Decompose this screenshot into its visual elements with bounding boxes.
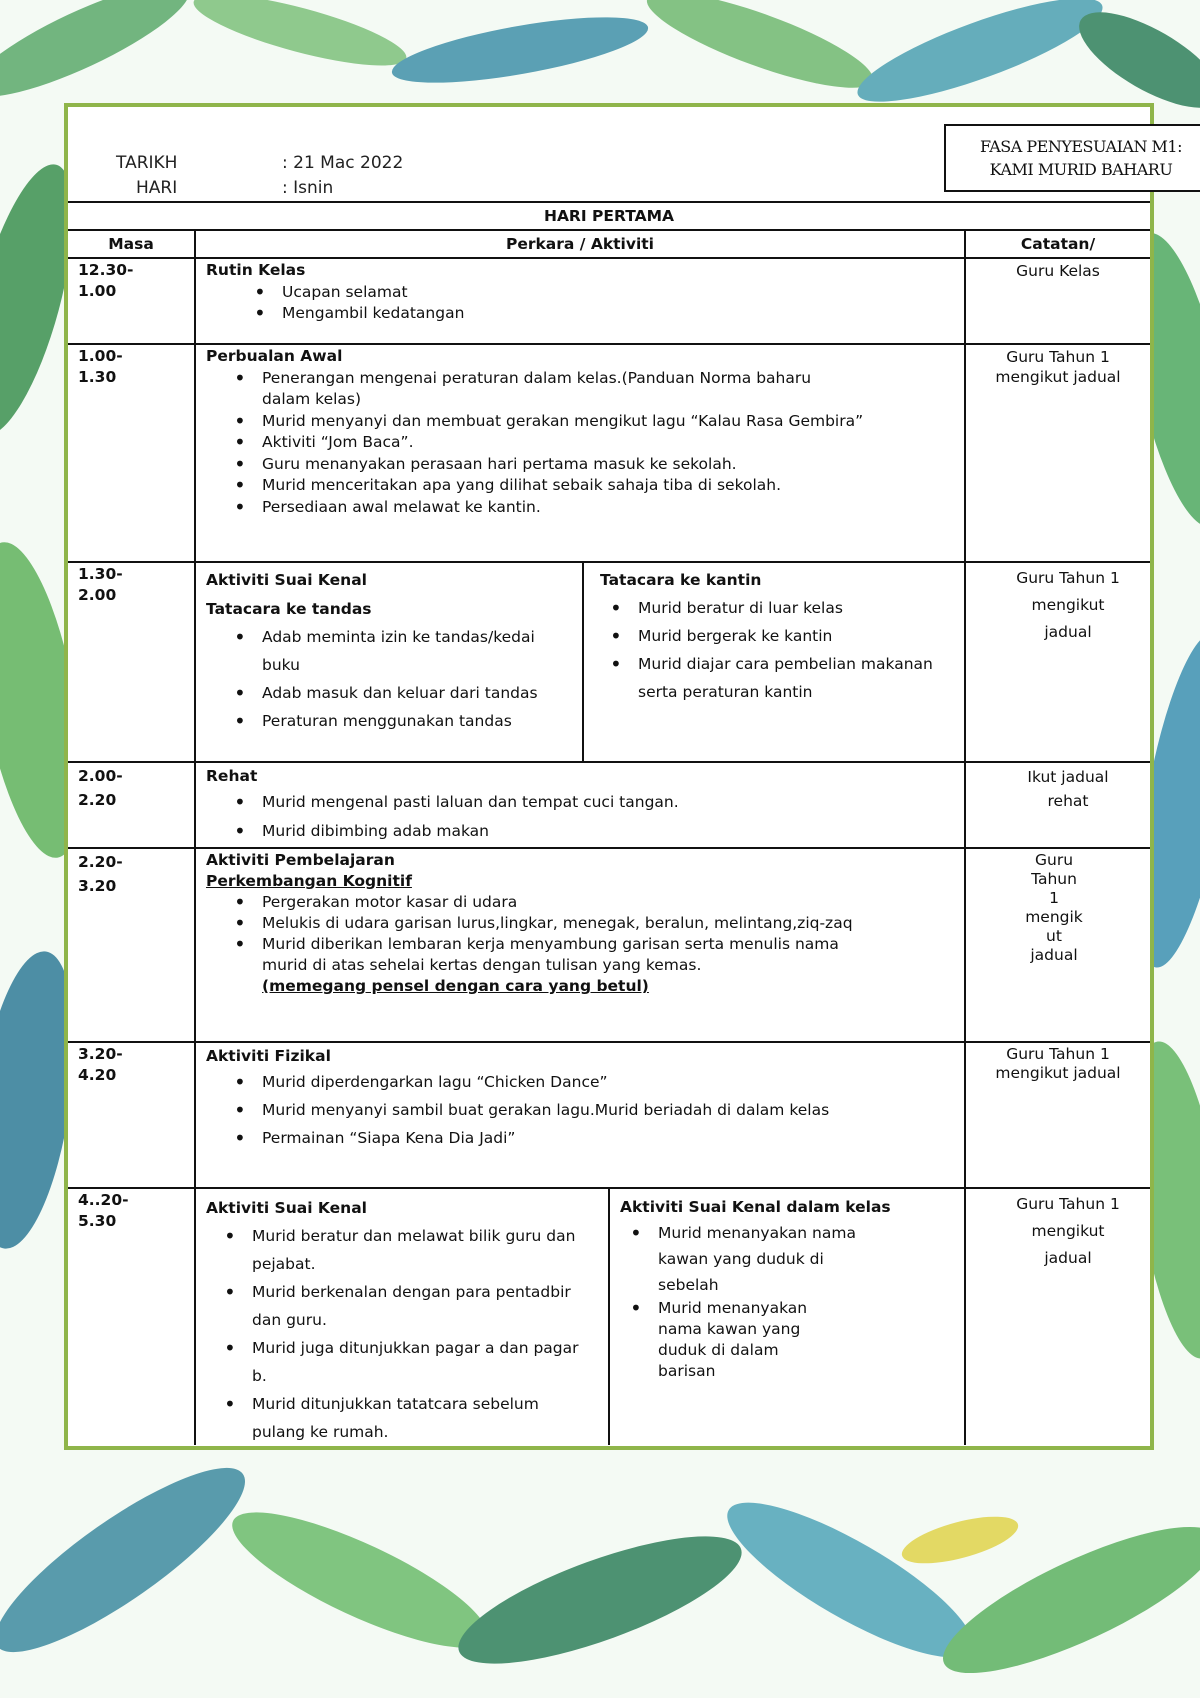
list-item: • Persediaan awal melawat ke kantin.	[206, 497, 864, 519]
classroom-intro-block	[610, 1189, 964, 1445]
list-item: • Murid diperdengarkan lagu “Chicken Dance”	[206, 1068, 964, 1096]
time-end: 5.30	[78, 1212, 117, 1230]
table-row	[68, 1189, 1150, 1445]
note-text: mengikut	[1031, 1222, 1105, 1240]
subsection-title: Tatacara ke tandas	[206, 600, 372, 618]
table-row	[68, 345, 1150, 563]
time-end: 3.20	[78, 877, 117, 895]
school-tour-block	[196, 1189, 610, 1445]
list-item: • Permainan “Siapa Kena Dia Jadi”	[206, 1124, 964, 1152]
time-start: 1.30-	[78, 565, 123, 583]
list-item: • Murid menceritakan apa yang dilihat sebaik sahaja tiba di sekolah.	[206, 475, 864, 497]
section-title: Aktiviti Suai Kenal	[206, 1199, 367, 1217]
schedule-page	[64, 103, 1182, 1450]
canteen-procedure-block	[584, 563, 964, 761]
note-text: Guru Tahun 1	[1016, 1195, 1120, 1213]
tarikh-label: TARIKH	[116, 153, 178, 173]
time-end: 1.00	[78, 282, 117, 300]
activity-cell	[196, 345, 966, 561]
list-item: • Murid diajar cara pembelian makanan serta peraturan kantin	[582, 650, 954, 706]
table-row	[68, 1043, 1150, 1189]
note-text: Guru Tahun 1	[1006, 1045, 1110, 1063]
time-cell	[68, 563, 196, 761]
table-row	[68, 849, 1150, 1043]
activity-cell	[196, 1043, 966, 1187]
list-item: • Murid juga ditunjukkan pagar a dan pagar b.	[196, 1334, 588, 1390]
note-text: jadual	[1044, 623, 1092, 641]
activity-cell	[196, 259, 966, 343]
time-start: 4..20-	[78, 1191, 129, 1209]
time-start: 12.30-	[78, 261, 134, 279]
note-text: jadual	[1030, 946, 1078, 964]
time-start: 1.00-	[78, 347, 123, 365]
list-item: • Murid dibimbing adab makan	[206, 817, 964, 846]
note-cell	[966, 1189, 1150, 1445]
time-end: 2.20	[78, 791, 117, 809]
note-cell	[966, 1043, 1150, 1187]
table-row	[68, 563, 1150, 763]
list-item: • Murid mengenal pasti laluan dan tempat cuci tangan.	[206, 788, 964, 817]
table-row	[68, 259, 1150, 345]
list-item: • Adab meminta izin ke tandas/kedai buku	[206, 623, 552, 679]
list-item: • Murid ditunjukkan tatatcara sebelum pulang ke rumah.	[196, 1390, 588, 1446]
time-cell	[68, 1189, 196, 1445]
time-start: 2.00-	[78, 767, 123, 785]
note-text: Tahun	[1031, 870, 1077, 888]
note-text: jadual	[1044, 1249, 1092, 1267]
tarikh-value: : 21 Mac 2022	[282, 153, 404, 173]
list-item: • Murid menanyakan nama kawan yang duduk di sebelah	[602, 1220, 884, 1298]
time-end: 1.30	[78, 368, 117, 386]
list-item: • Mengambil kedatangan	[226, 303, 964, 325]
list-item: • Penerangan mengenai peraturan dalam kelas.(Panduan Norma baharu dalam kelas)	[206, 368, 864, 411]
phase-line-2: KAMI MURID BAHARU	[989, 160, 1173, 179]
note-text: Guru Kelas	[1016, 262, 1100, 280]
note-cell	[966, 345, 1150, 561]
time-end: 2.00	[78, 586, 117, 604]
note-text: Guru Tahun 1	[1006, 348, 1110, 366]
note-text: Guru Tahun 1	[1016, 569, 1120, 587]
time-cell	[68, 345, 196, 561]
time-start: 2.20-	[78, 853, 123, 871]
list-item: • Murid diberikan lembaran kerja menyambung garisan serta menulis nama murid di atas sehelai kertas dengan tulisan yang kemas.	[206, 934, 884, 976]
activity-cell	[196, 1189, 966, 1445]
note-cell	[966, 849, 1150, 1041]
time-start: 3.20-	[78, 1045, 123, 1063]
hari-label: HARI	[136, 178, 178, 198]
section-title: Rutin Kelas	[206, 261, 306, 279]
col-aktiviti: Perkara / Aktiviti	[196, 231, 966, 257]
note-cell	[966, 563, 1150, 761]
time-cell	[68, 763, 196, 847]
activity-cell	[196, 849, 966, 1041]
hari-value: : Isnin	[282, 178, 334, 198]
time-cell	[68, 849, 196, 1041]
note-cell	[966, 259, 1150, 343]
list-item: • Adab masuk dan keluar dari tandas	[206, 679, 552, 707]
list-item: • Melukis di udara garisan lurus,lingkar, menegak, beralun, melintang,ziq-zaq	[206, 913, 884, 934]
list-item: • Aktiviti “Jom Baca”.	[206, 432, 864, 454]
section-title: Aktiviti Fizikal	[206, 1047, 331, 1065]
table-row	[68, 763, 1150, 849]
col-masa: Masa	[68, 231, 196, 257]
time-cell	[68, 1043, 196, 1187]
list-item: • Murid bergerak ke kantin	[582, 622, 954, 650]
note-text: 1	[1049, 889, 1059, 907]
section-title: Perbualan Awal	[206, 347, 343, 365]
list-item: • Murid menyanyi sambil buat gerakan lagu.Murid beriadah di dalam kelas	[206, 1096, 964, 1124]
note-text: Ikut jadual	[1027, 768, 1109, 786]
emphasis-note: (memegang pensel dengan cara yang betul)	[262, 977, 649, 995]
note-cell	[966, 763, 1150, 847]
note-text: Guru	[1034, 851, 1074, 869]
section-title: Tatacara ke kantin	[600, 571, 762, 589]
list-item: • Murid beratur dan melawat bilik guru dan pejabat.	[196, 1222, 588, 1278]
schedule-table	[68, 201, 1150, 1445]
section-title: Aktiviti Suai Kenal dalam kelas	[620, 1198, 891, 1216]
activity-cell	[196, 763, 966, 847]
list-item: • Murid menanyakan nama kawan yang duduk di dalam barisan	[602, 1298, 884, 1382]
table-title: HARI PERTAMA	[68, 201, 1150, 231]
list-item: • Peraturan menggunakan tandas	[206, 707, 552, 735]
section-title: Aktiviti Pembelajaran	[206, 851, 395, 869]
phase-title-box	[944, 124, 1200, 192]
time-end: 4.20	[78, 1066, 117, 1084]
list-item: • Murid berkenalan dengan para pentadbir dan guru.	[196, 1278, 588, 1334]
list-item: • Murid menyanyi dan membuat gerakan mengikut lagu “Kalau Rasa Gembira”	[206, 411, 864, 433]
section-title: Rehat	[206, 767, 258, 785]
list-item: • Murid beratur di luar kelas	[582, 594, 954, 622]
note-text: mengikut jadual	[995, 368, 1121, 386]
phase-line-1: FASA PENYESUAIAN M1:	[980, 137, 1182, 156]
note-text: rehat	[1047, 792, 1089, 810]
list-item: • Ucapan selamat	[226, 282, 964, 304]
note-text: mengikut	[1031, 596, 1105, 614]
list-item: • Pergerakan motor kasar di udara	[206, 892, 884, 913]
note-text: ut	[1046, 927, 1062, 945]
note-text: mengik	[1025, 908, 1083, 926]
activity-cell	[196, 563, 966, 761]
list-item: • Guru menanyakan perasaan hari pertama masuk ke sekolah.	[206, 454, 864, 476]
time-cell	[68, 259, 196, 343]
note-text: mengikut jadual	[995, 1064, 1121, 1082]
section-title: Aktiviti Suai Kenal	[206, 571, 367, 589]
subsection-title: Perkembangan Kognitif	[206, 872, 412, 890]
column-headers	[68, 231, 1150, 259]
toilet-procedure-block	[196, 563, 584, 761]
col-catatan: Catatan/	[1020, 235, 1096, 253]
